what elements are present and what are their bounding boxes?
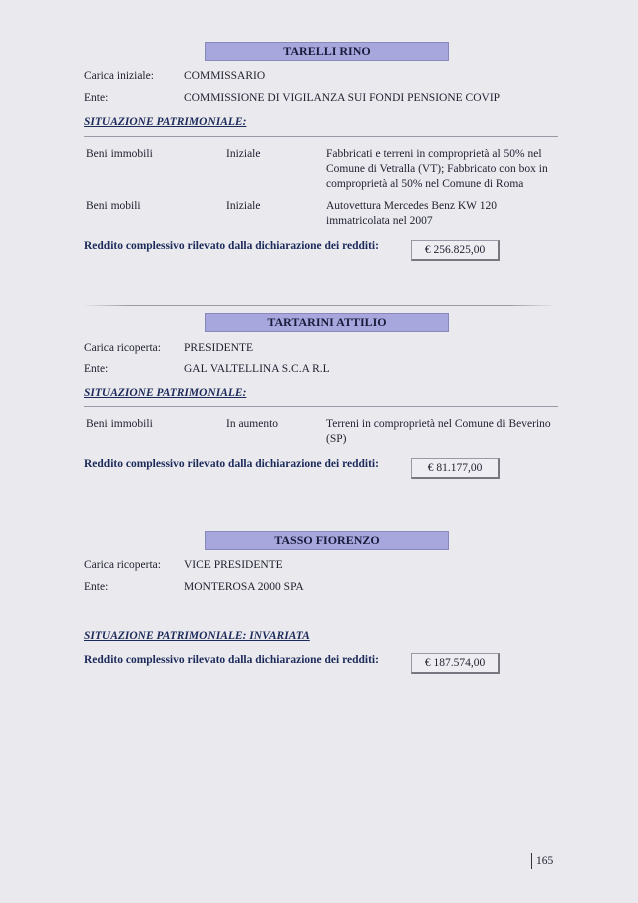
carica-value: COMMISSARIO (184, 70, 266, 82)
situazione-heading: SITUAZIONE PATRIMONIALE: (84, 387, 247, 399)
divider (84, 136, 558, 137)
ente-value: MONTEROSA 2000 SPA (184, 581, 304, 593)
asset-state: In aumento (226, 418, 279, 430)
ente-value: GAL VALTELLINA S.C.A R.L (184, 363, 330, 375)
ente-value: COMMISSIONE DI VIGILANZA SUI FONDI PENSIONE COVIP (184, 92, 501, 104)
asset-type: Beni immobili (86, 148, 153, 160)
divider (84, 406, 558, 407)
reddito-label: Reddito complessivo rilevato dalla dichiarazione dei redditi: (84, 240, 379, 252)
carica-label: Carica iniziale: (84, 70, 154, 82)
asset-state: Iniziale (226, 148, 261, 160)
asset-type: Beni immobili (86, 418, 153, 430)
reddito-amount: € 81.177,00 (411, 458, 500, 479)
situazione-heading: SITUAZIONE PATRIMONIALE: INVARIATA (84, 630, 310, 642)
reddito-amount: € 256.825,00 (411, 240, 500, 261)
carica-label: Carica ricoperta: (84, 559, 161, 571)
person-name-bar: TASSO FIORENZO (205, 531, 449, 550)
reddito-amount: € 187.574,00 (411, 653, 500, 674)
asset-description: Fabbricati e terreni in comproprietà al 50% nel Comune di Vetralla (VT); Fabbricato con box in comproprietà al 50% nel Comune di Roma (326, 148, 548, 190)
ente-label: Ente: (84, 581, 109, 593)
person-name-bar: TARTARINI ATTILIO (205, 313, 449, 332)
asset-description: Terreni in comproprietà nel Comune di Beverino (SP) (326, 418, 551, 445)
ente-label: Ente: (84, 92, 109, 104)
asset-state: Iniziale (226, 200, 261, 212)
section-separator (82, 305, 556, 306)
asset-type: Beni mobili (86, 200, 141, 212)
asset-description: Autovettura Mercedes Benz KW 120 immatricolata nel 2007 (326, 200, 497, 227)
carica-label: Carica ricoperta: (84, 342, 161, 354)
reddito-label: Reddito complessivo rilevato dalla dichiarazione dei redditi: (84, 458, 379, 470)
carica-value: PRESIDENTE (184, 342, 253, 354)
situazione-heading: SITUAZIONE PATRIMONIALE: (84, 116, 247, 128)
page-number: 165 (531, 853, 553, 869)
carica-value: VICE PRESIDENTE (184, 559, 283, 571)
person-name-bar: TARELLI RINO (205, 42, 449, 61)
reddito-label: Reddito complessivo rilevato dalla dichiarazione dei redditi: (84, 654, 379, 666)
ente-label: Ente: (84, 363, 109, 375)
